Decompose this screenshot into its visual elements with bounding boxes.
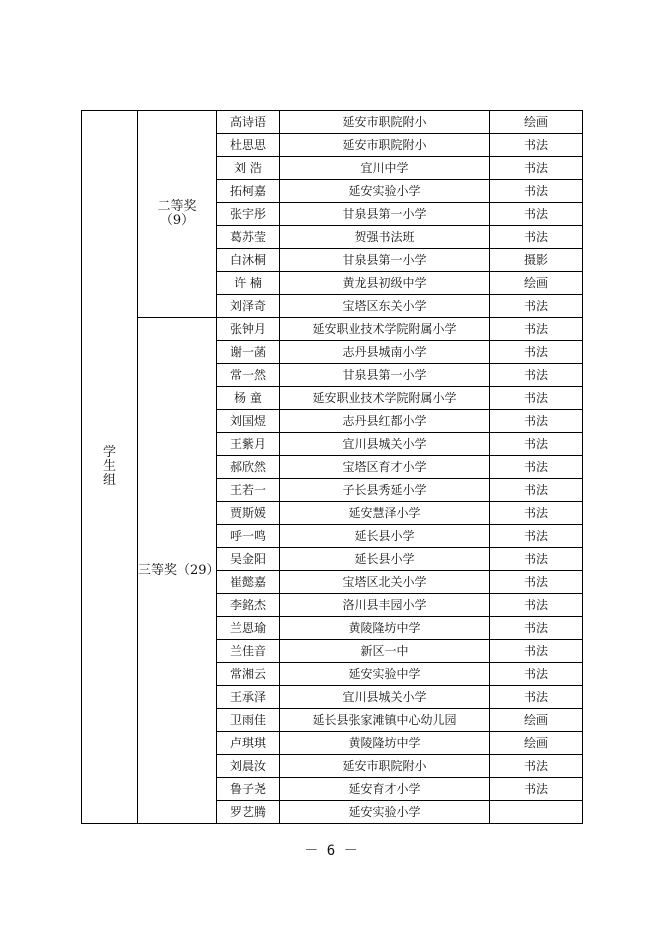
school-name: 志丹县红都小学 <box>280 410 490 433</box>
school-name: 延安职业技术学院附属小学 <box>280 318 490 341</box>
student-name: 刘晨汝 <box>217 755 280 778</box>
table-row <box>82 111 583 134</box>
category: 书法 <box>490 456 583 479</box>
category: 书法 <box>490 525 583 548</box>
category: 书法 <box>490 548 583 571</box>
student-name: 拓柯嘉 <box>217 180 280 203</box>
school-name: 子长县秀延小学 <box>280 479 490 502</box>
award-level-third: 三等奖（29） <box>138 318 217 824</box>
category: 书法 <box>490 226 583 249</box>
category: 书法 <box>490 663 583 686</box>
student-name: 郝欣然 <box>217 456 280 479</box>
category: 绘画 <box>490 732 583 755</box>
group-label-char: 学 <box>102 445 116 460</box>
school-name: 宝塔区北关小学 <box>280 571 490 594</box>
group-label <box>82 111 138 824</box>
student-name: 葛苏莹 <box>217 226 280 249</box>
school-name: 黄龙县初级中学 <box>280 272 490 295</box>
school-name: 黄陵隆坊中学 <box>280 617 490 640</box>
student-name: 张宇彤 <box>217 203 280 226</box>
school-name: 延安职业技术学院附属小学 <box>280 387 490 410</box>
student-name: 鲁子尧 <box>217 778 280 801</box>
student-name: 白沐桐 <box>217 249 280 272</box>
award-level-name: 二等奖 <box>157 199 197 214</box>
category: 摄影 <box>490 249 583 272</box>
award-level-second <box>138 111 217 318</box>
category: 书法 <box>490 387 583 410</box>
school-name: 宜川县城关小学 <box>280 433 490 456</box>
student-name: 卢琪琪 <box>217 732 280 755</box>
category: 书法 <box>490 571 583 594</box>
category: 书法 <box>490 180 583 203</box>
student-name: 谢一菡 <box>217 341 280 364</box>
student-name: 王若一 <box>217 479 280 502</box>
school-name: 宝塔区育才小学 <box>280 456 490 479</box>
category: 书法 <box>490 433 583 456</box>
category: 书法 <box>490 134 583 157</box>
student-name: 吴金阳 <box>217 548 280 571</box>
category: 书法 <box>490 410 583 433</box>
category: 书法 <box>490 640 583 663</box>
category: 绘画 <box>490 111 583 134</box>
page-number: － 6 － <box>304 843 358 859</box>
student-name: 呼一鸣 <box>217 525 280 548</box>
awards-table <box>81 110 583 824</box>
school-name: 延安市职院附小 <box>280 755 490 778</box>
student-name: 常一然 <box>217 364 280 387</box>
category: 书法 <box>490 157 583 180</box>
school-name: 甘泉县第一小学 <box>280 364 490 387</box>
school-name: 延安育才小学 <box>280 778 490 801</box>
school-name: 黄陵隆坊中学 <box>280 732 490 755</box>
category: 书法 <box>490 594 583 617</box>
category: 书法 <box>490 617 583 640</box>
school-name: 新区一中 <box>280 640 490 663</box>
school-name: 延长县小学 <box>280 525 490 548</box>
student-name: 卫雨佳 <box>217 709 280 732</box>
school-name: 延安市职院附小 <box>280 134 490 157</box>
school-name: 宝塔区东关小学 <box>280 295 490 318</box>
award-level-count: （9） <box>159 213 195 228</box>
student-name: 贾斯媛 <box>217 502 280 525</box>
school-name: 宜川县城关小学 <box>280 686 490 709</box>
school-name: 延安市职院附小 <box>280 111 490 134</box>
student-name: 李銘杰 <box>217 594 280 617</box>
category: 书法 <box>490 364 583 387</box>
category: 绘画 <box>490 709 583 732</box>
student-name: 王紫月 <box>217 433 280 456</box>
school-name: 甘泉县第一小学 <box>280 249 490 272</box>
school-name: 延安实验小学 <box>280 801 490 824</box>
group-label-char: 组 <box>102 473 116 488</box>
category: 书法 <box>490 341 583 364</box>
school-name: 延安慧泽小学 <box>280 502 490 525</box>
student-name: 兰佳音 <box>217 640 280 663</box>
category: 书法 <box>490 502 583 525</box>
school-name: 延长县小学 <box>280 548 490 571</box>
category: 书法 <box>490 479 583 502</box>
category: 书法 <box>490 686 583 709</box>
student-name: 刘泽奇 <box>217 295 280 318</box>
school-name: 延长县张家滩镇中心幼儿园 <box>280 709 490 732</box>
student-name: 兰恩瑜 <box>217 617 280 640</box>
student-name: 杨 童 <box>217 387 280 410</box>
table-row <box>82 318 583 341</box>
student-name: 罗艺腾 <box>217 801 280 824</box>
category: 书法 <box>490 203 583 226</box>
category: 书法 <box>490 778 583 801</box>
school-name: 志丹县城南小学 <box>280 341 490 364</box>
school-name: 贺强书法班 <box>280 226 490 249</box>
school-name: 宜川中学 <box>280 157 490 180</box>
group-label-char: 生 <box>102 459 116 474</box>
category: 书法 <box>490 318 583 341</box>
category: 书法 <box>490 755 583 778</box>
school-name: 延安实验中学 <box>280 663 490 686</box>
awards-table-body <box>82 111 583 824</box>
student-name: 崔懿嘉 <box>217 571 280 594</box>
school-name: 延安实验小学 <box>280 180 490 203</box>
student-name: 常湘云 <box>217 663 280 686</box>
student-name: 刘国煜 <box>217 410 280 433</box>
category <box>490 801 583 824</box>
student-name: 高诗语 <box>217 111 280 134</box>
student-name: 刘 浩 <box>217 157 280 180</box>
category: 绘画 <box>490 272 583 295</box>
student-name: 杜思思 <box>217 134 280 157</box>
school-name: 甘泉县第一小学 <box>280 203 490 226</box>
student-name: 许 楠 <box>217 272 280 295</box>
category: 书法 <box>490 295 583 318</box>
student-name: 王承泽 <box>217 686 280 709</box>
student-name: 张钟月 <box>217 318 280 341</box>
school-name: 洛川县丰园小学 <box>280 594 490 617</box>
